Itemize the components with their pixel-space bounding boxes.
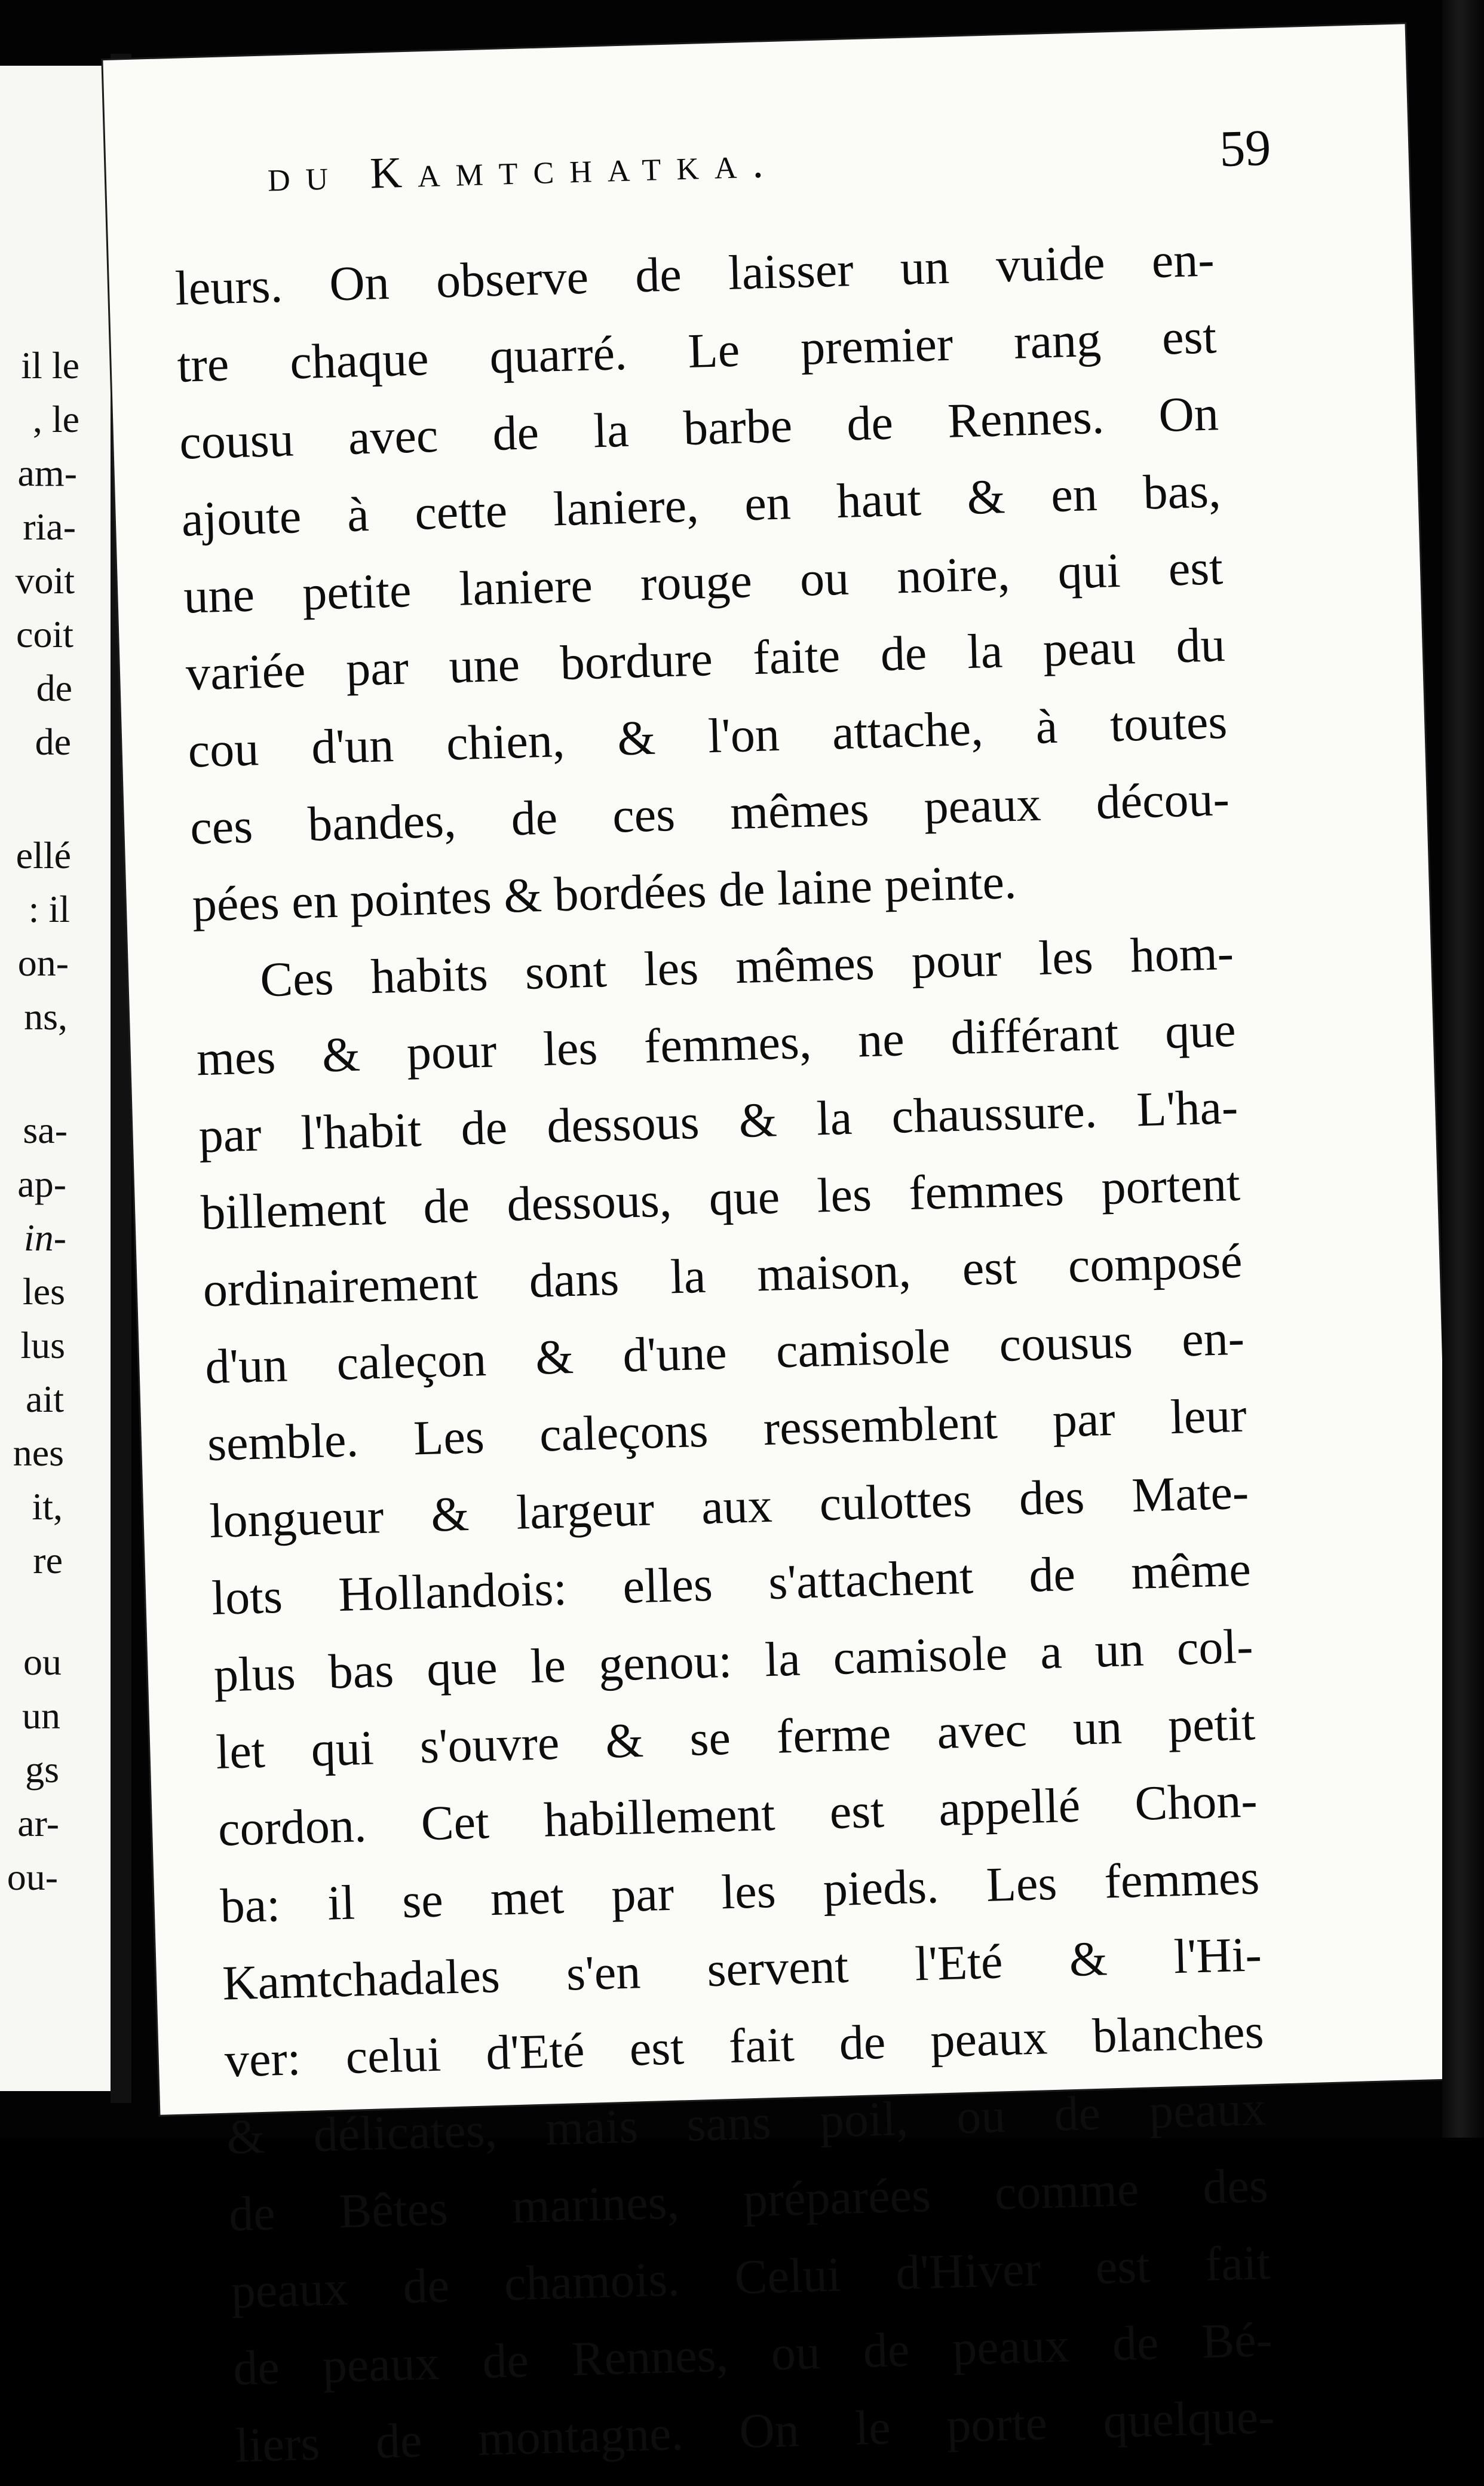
left-line: ap-	[17, 1163, 66, 1205]
text-line: ver: celui d'Eté est fait de peaux blanches	[223, 2004, 1265, 2087]
left-line: am-	[17, 452, 77, 494]
left-line: il le	[21, 344, 79, 387]
text-line: de Bêtes marines, préparées comme des	[228, 2158, 1269, 2242]
text-line: de peaux de Rennes, ou de peaux de Bé-	[232, 2312, 1273, 2396]
left-line: ria-	[23, 505, 76, 548]
text-line: cou d'un chien, & l'on attache, à toutes	[187, 694, 1228, 778]
left-line: : il	[28, 888, 70, 930]
left-line: in-	[23, 1216, 66, 1259]
left-line: ns,	[24, 995, 68, 1038]
text-line: mes & pour les femmes, ne différant que	[195, 1002, 1237, 1086]
text-line: peaux de chamois. Celui d'Hiver est fait	[230, 2235, 1271, 2319]
left-line: nes	[13, 1431, 64, 1474]
text-line: liers de montagne. On le porte quelque-	[234, 2389, 1275, 2473]
text-line: ba: il se met par les pieds. Les femmes	[219, 1850, 1261, 1933]
text-line: Kamtchadales s'en servent l'Eté & l'Hi-	[222, 1927, 1262, 2010]
text-line: ces bandes, de ces mêmes peaux décou-	[189, 771, 1230, 855]
body-text	[174, 220, 1275, 2484]
text-line: & délicates, mais sans poil, ou de peaux	[226, 2081, 1267, 2165]
left-line: sa-	[23, 1109, 68, 1151]
text-line: ajoute à cette laniere, en haut & en bas,	[180, 463, 1222, 547]
left-line: it,	[32, 1485, 63, 1528]
text-line: billement de dessous, que les femmes portent	[200, 1156, 1241, 1240]
text-line: plus bas que le genou: la camisole a un col-	[213, 1618, 1254, 1702]
left-line: un	[22, 1694, 60, 1737]
book-fore-edge	[1442, 0, 1484, 2138]
text-line: variée par une bordure faite de la peau du	[185, 617, 1226, 701]
left-line: , le	[32, 398, 79, 440]
text-line: ordinairement dans la maison, est composé	[202, 1233, 1243, 1317]
text-line: leurs. On observe de laisser un vuide en-	[174, 232, 1215, 315]
text-line: cordon. Cet habillement est appellé Chon-	[217, 1773, 1258, 1856]
left-line: gs	[25, 1748, 59, 1791]
left-line: ou-	[7, 1856, 58, 1898]
previous-page-fragment	[0, 66, 114, 2091]
text-line: pées en pointes & bordées de laine peinte.	[191, 854, 1017, 932]
text-line: cousu avec de la barbe de Rennes. On	[179, 386, 1219, 470]
left-line: ait	[26, 1378, 64, 1420]
left-line: ellé	[16, 834, 71, 876]
text-line: lots Hollandois: elles s'attachent de même	[211, 1541, 1252, 1626]
text-line: tre chaque quarré. Le premier rang est	[176, 309, 1218, 393]
text-line: longueur & largeur aux culottes des Mate-	[209, 1464, 1250, 1549]
running-title: du Kamtchatka.	[266, 137, 780, 201]
text-line: par l'habit de dessous & la chaussure. L'ha-	[198, 1079, 1239, 1163]
left-line: ou	[23, 1641, 62, 1683]
left-line: de	[36, 667, 72, 709]
left-line: on-	[17, 942, 69, 984]
page-number: 59	[1218, 118, 1272, 177]
text-line: semble. Les caleçons ressemblent par leur	[206, 1387, 1247, 1472]
left-line: voit	[15, 559, 75, 602]
left-line: lus	[20, 1324, 65, 1366]
left-line: les	[22, 1270, 65, 1313]
text-line: Ces habits sont les mêmes pour les hom-	[259, 925, 1235, 1007]
book-page	[103, 24, 1462, 2473]
text-line: une petite laniere rouge ou noire, qui est	[183, 540, 1224, 624]
left-line: coit	[16, 613, 73, 655]
left-line: ar-	[17, 1802, 59, 1844]
text-line: let qui s'ouvre & se ferme avec un petit	[215, 1696, 1256, 1779]
left-line: de	[35, 721, 71, 763]
running-head	[266, 118, 1272, 217]
left-line: re	[33, 1539, 63, 1581]
text-line: d'un caleçon & d'une camisole cousus en-	[204, 1310, 1246, 1394]
